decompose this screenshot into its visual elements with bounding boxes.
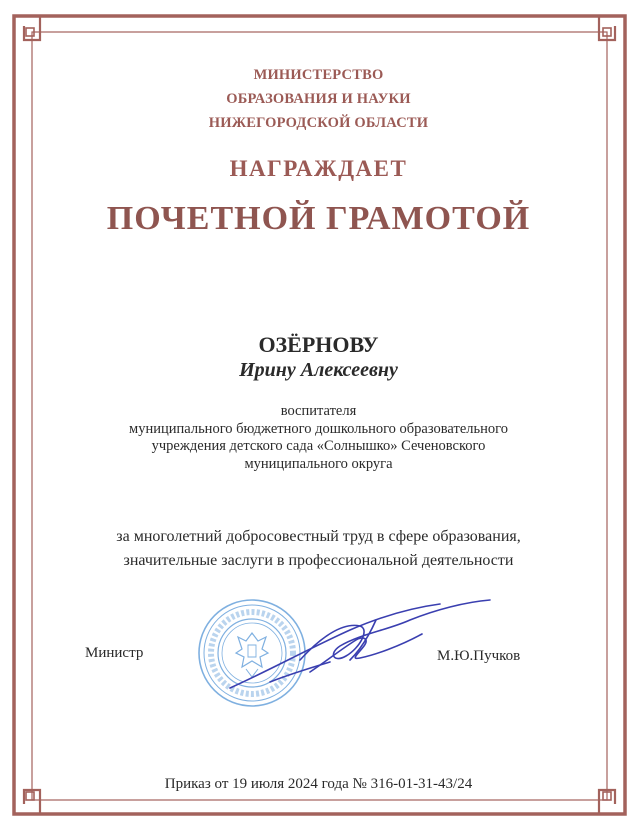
- order-reference: Приказ от 19 июля 2024 года № 316-01-31-43/24: [164, 776, 473, 792]
- issuer-line-2: ОБРАЗОВАНИЯ И НАУКИ: [226, 91, 411, 107]
- signatory-name: М.Ю.Пучков: [437, 648, 521, 664]
- handwritten-signature-icon: [210, 590, 500, 700]
- signatory-role: Министр: [85, 645, 144, 661]
- position-line-2: муниципального бюджетного дошкольного образовательного: [129, 420, 508, 437]
- issuer-line-3: НИЖЕГОРОДСКОЙ ОБЛАСТИ: [208, 115, 429, 131]
- issuer-block: [0, 63, 637, 135]
- recipient-given-names: Ирину Алексеевну: [239, 359, 398, 381]
- merit-line-1: за многолетний добросовестный труд в сфере образования,: [116, 528, 521, 545]
- issuer-line-1: МИНИСТЕРСТВО: [253, 67, 384, 83]
- merit-statement: [20, 525, 617, 573]
- award-verb: НАГРАЖДАЕТ: [229, 156, 408, 181]
- position-line-1: воспитателя: [280, 403, 357, 419]
- merit-line-2: значительные заслуги в профессиональной деятельности: [123, 552, 514, 569]
- recipient-position: [40, 403, 597, 473]
- position-line-3: учреждения детского сада «Солнышко» Сеченовского: [151, 438, 486, 454]
- award-title: ПОЧЕТНОЙ ГРАМОТОЙ: [106, 200, 531, 237]
- position-line-4: муниципального округа: [244, 455, 393, 472]
- recipient-surname: ОЗЁРНОВУ: [258, 332, 379, 357]
